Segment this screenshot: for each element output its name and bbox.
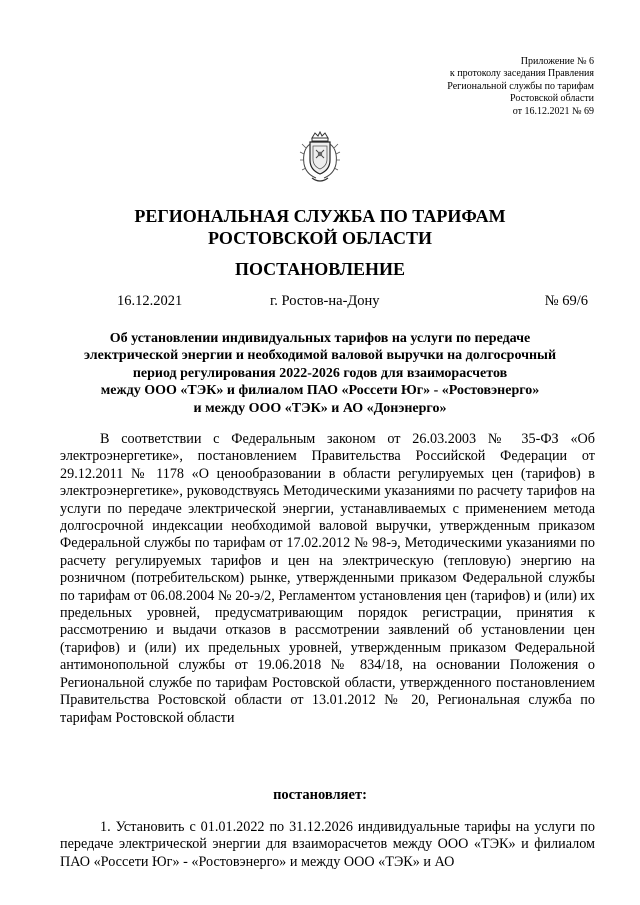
appendix-note (447, 56, 594, 118)
appendix-line: к протоколу заседания Правления (449, 68, 594, 80)
preamble-paragraph: В соответствии с Федеральным законом от 26.03.2003 № 35-ФЗ «Об электроэнергетике», постановлением Правительства Российской Федерации от 29.12.2011 № 1178 «О ценообразовании в области регулируемых цен (тарифов) в электроэнергетике», руководствуясь Методическими указаниями по расчету тарифов на услуги по передаче электрической энергии, устанавливаемых с применением метода долгосрочной индексации необходимой валовой выручки, утвержденным приказом Федеральной службы по тарифам от 17.02.2012 № 98-э, Методическими указаниями по расчету регулируемых тарифов и цен на электрическую (тепловую) энергию на розничном (потребительском) рынке, утвержденными приказом Федеральной службы по тарифам от 06.08.2004 № 20-э/2, Регламентом установления цен (тарифов) и (или) их предельных уровней, предусматривающим порядок регистрации, принятия к рассмотрению и выдачи отказов в рассмотрении заявлений об установлении цен (тарифов) и (или) их предельных уровней, утвержденным приказом Федеральной антимонопольной службы от 19.06.2018 № 834/18, на основании Положения о Региональной службе по тарифам Ростовской области, утвержденного постановлением Правительства Ростовской области от 13.01.2012 № 20, Региональная служба по тарифам Ростовской области (60, 431, 595, 726)
document-city: г. Ростов-на-Дону (270, 293, 380, 309)
rostov-oblast-coat-of-arms-icon (298, 130, 342, 186)
subject-line: и между ООО «ТЭК» и АО «Донэнерго» (193, 400, 447, 416)
appendix-line: Приложение № 6 (520, 56, 594, 67)
organization-name (0, 205, 640, 249)
appendix-line: Региональной службы по тарифам (447, 80, 594, 92)
subject-line: период регулирования 2022-2026 годов для взаиморасчетов (132, 365, 508, 381)
document-subject (60, 330, 580, 417)
organization-name-line: РЕГИОНАЛЬНАЯ СЛУЖБА ПО ТАРИФАМ (134, 206, 506, 226)
appendix-line: Ростовской области (510, 93, 594, 105)
organization-name-line: РОСТОВСКОЙ ОБЛАСТИ (208, 228, 432, 248)
resolution-item-1: 1. Установить с 01.01.2022 по 31.12.2026 индивидуальные тарифы на услуги по передаче электрической энергии для взаиморасчетов между ООО «ТЭК» и филиалом ПАО «Россети Юг» - «Ростовэнерго» и между ООО «ТЭК» и АО (60, 819, 595, 870)
document-type-heading: ПОСТАНОВЛЕНИЕ (234, 259, 406, 279)
appendix-line: от 16.12.2021 № 69 (512, 105, 594, 117)
document-date: 16.12.2021 (117, 293, 183, 309)
subject-line: электрической энергии и необходимой валовой выручки на долгосрочный (83, 348, 557, 364)
subject-line: Об установлении индивидуальных тарифов на услуги по передаче (109, 331, 531, 346)
resolves-heading: постановляет: (273, 787, 367, 803)
subject-line: между ООО «ТЭК» и филиалом ПАО «Россети Юг» - «Ростовэнерго» (100, 383, 540, 399)
document-number: № 69/6 (544, 293, 588, 309)
